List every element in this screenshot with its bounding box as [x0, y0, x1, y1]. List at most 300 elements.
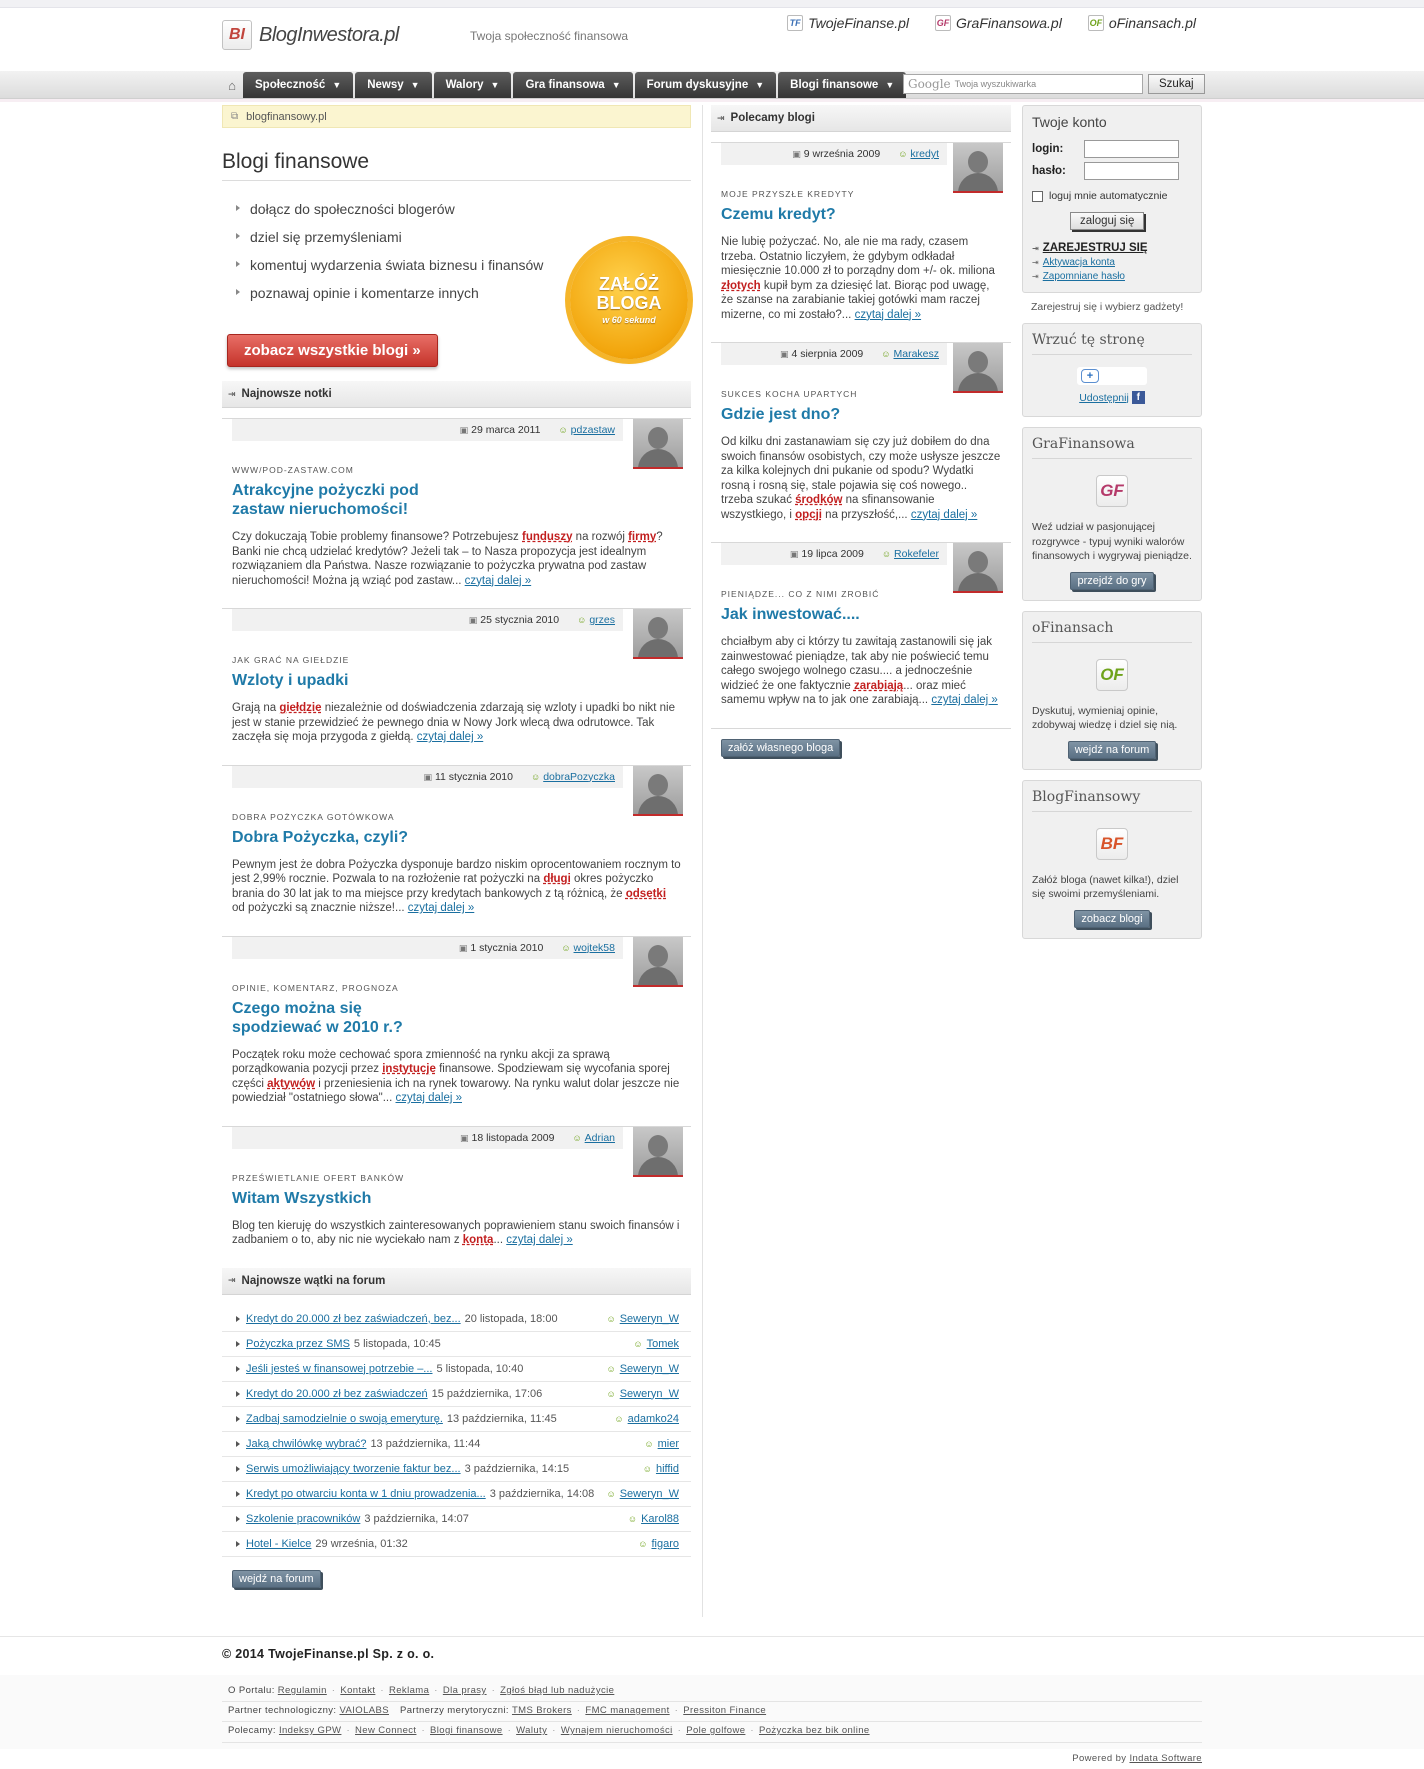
post-date-text: 11 stycznia 2010 [434, 770, 513, 783]
login-row [1032, 140, 1192, 158]
share-title: Wrzuć tę stronę [1032, 332, 1192, 355]
chevron-down-icon: ▼ [885, 80, 895, 90]
blog-post [711, 142, 1011, 342]
keyword-link[interactable]: giełdzie [279, 702, 322, 714]
read-more-link[interactable]: czytaj dalej » [854, 308, 922, 321]
footer-link[interactable]: Blogi finansowe [430, 1725, 503, 1736]
user-icon: ☺ [644, 1438, 654, 1449]
password-label: hasło: [1032, 165, 1066, 177]
post-author [558, 424, 615, 436]
footer-line [222, 1701, 1202, 1702]
keyword-link[interactable]: firmy [628, 531, 657, 543]
of-text: Dyskutuj, wymieniaj opinie, zdobywaj wiedzę i dziel się nią. [1032, 704, 1178, 731]
post-date [423, 771, 513, 783]
keyword-link[interactable]: odsetki [625, 887, 667, 900]
excerpt-text: ? Banki nie chcą udzielać kredytów? Jeżeli tak – to Nasza propozycja jest idealnym rozwiązaniem dla Państwa. Nasze rozwiązanie to pożyczka prywatna pod zastaw nieruchomości! Można ją wziąć pod zastaw... [232, 531, 663, 587]
footer-line [222, 1742, 1202, 1743]
excerpt-text: Pewnym jest że dobra Pożyczka dysponuje bardzo niskim oprocentowaniem rocznym to jest 2,99% rocznie. Pozwala to na rozłożenie rat pożyczki na [232, 858, 681, 885]
post-date-text: 29 marca 2011 [471, 424, 541, 436]
thread-author [607, 1313, 680, 1325]
author-link[interactable]: grzes [589, 614, 615, 626]
user-icon: ☺ [606, 1388, 616, 1399]
bf-panel [1022, 780, 1202, 939]
post-date [460, 1132, 554, 1144]
login-button[interactable]: zaloguj się [1070, 212, 1144, 230]
of-forum-button[interactable]: wejdź na forum [1068, 741, 1157, 759]
nav-item-label: Społeczność [255, 79, 326, 91]
post-meta [232, 419, 623, 441]
footer-link[interactable]: Pożyczka bez bik online [758, 1725, 870, 1736]
thread-link[interactable]: Hotel - Kielce [246, 1537, 312, 1550]
forum-thread [222, 1357, 691, 1382]
post-category: MOJE PRZYSZŁE KREDYTY [721, 189, 855, 199]
post-meta [232, 937, 623, 959]
post-title[interactable]: Atrakcyjne pożyczki pod zastaw nieruchomości! [232, 482, 419, 518]
excerpt-text: na sfinansowanie wszystkiego, i [721, 494, 935, 521]
post-excerpt [232, 1219, 681, 1268]
recommended-column [711, 105, 1011, 757]
nav-item-gra-finansowa[interactable] [513, 72, 632, 98]
thread-author [638, 1538, 679, 1550]
thread-date: 3 października, 14:15 [464, 1462, 570, 1475]
footer-link[interactable]: New Connect [355, 1725, 417, 1736]
post-date [459, 942, 543, 954]
see-blogs-button[interactable]: zobacz blogi [1074, 910, 1149, 928]
calendar-icon: ▣ [458, 942, 468, 953]
search-bar [903, 74, 1205, 94]
separator-dot: · [507, 1725, 512, 1736]
nav-item-newsy[interactable] [355, 72, 431, 98]
footer-link[interactable]: Wynajem nieruchomości [560, 1725, 673, 1736]
thread-date: 5 listopada, 10:45 [353, 1337, 441, 1350]
user-icon: ☺ [898, 149, 908, 159]
calendar-icon: ▣ [789, 549, 799, 559]
forum-title: Najnowsze wątki na forum [241, 1274, 386, 1287]
password-row [1032, 162, 1192, 180]
seal-line-1: ZAŁÓŻ [599, 274, 659, 294]
thread-date: 5 listopada, 10:40 [436, 1362, 524, 1375]
footer-link[interactable]: Reklama [388, 1685, 430, 1696]
separator-dot: · [491, 1685, 496, 1696]
forgot-password-link[interactable]: Zapomniane hasło [1042, 271, 1125, 282]
chevron-down-icon: ▼ [490, 80, 500, 90]
of-title: oFinansach [1032, 620, 1192, 643]
post-date-text: 19 lipca 2009 [801, 548, 864, 560]
footer-link[interactable]: Kontakt [340, 1685, 376, 1696]
footer-link[interactable]: Waluty [516, 1725, 548, 1736]
activate-link[interactable]: Aktywacja konta [1042, 257, 1115, 268]
of-panel [1022, 611, 1202, 770]
forum-thread [222, 1532, 691, 1557]
avatar[interactable] [633, 937, 683, 987]
avatar[interactable] [953, 143, 1003, 193]
excerpt-text: Blog ten kieruję do wszystkich zainteresowanych poprawieniem stanu swoich finansów i zadbaniem o to, aby nic nie wyciekało nam z [232, 1219, 680, 1246]
post-category: SUKCES KOCHA UPARTYCH [721, 389, 858, 399]
calendar-icon: ▣ [792, 149, 801, 159]
keyword-link[interactable]: zarabiają [853, 679, 904, 692]
user-icon: ☺ [638, 1538, 648, 1549]
tech-partner-link[interactable]: VAIOLABS [339, 1705, 389, 1716]
login-label: login: [1032, 143, 1064, 155]
blog-post [222, 936, 691, 1126]
post-title[interactable]: Witam Wszystkich [232, 1189, 372, 1207]
author-link[interactable]: Marakesz [893, 348, 939, 360]
author-link[interactable]: dobraPozyczka [543, 770, 615, 783]
footer [0, 1636, 1424, 1769]
post-date [792, 148, 880, 160]
logo-text: BlogInwestora.pl [259, 23, 399, 46]
post-date-text: 9 września 2009 [803, 148, 881, 160]
footer-link[interactable]: TMS Brokers [511, 1705, 572, 1716]
separator-dot: · [346, 1725, 351, 1736]
post-date [469, 614, 559, 626]
thread-date: 15 października, 17:06 [431, 1387, 543, 1400]
avatar[interactable] [953, 543, 1003, 593]
keyword-link[interactable]: środków [795, 494, 843, 506]
thread-author-link[interactable]: Karol88 [641, 1512, 679, 1525]
partner-sites [787, 15, 1196, 31]
post-author [561, 942, 615, 954]
footer-link[interactable]: Regulamin [277, 1685, 327, 1696]
all-blogs-button[interactable]: zobacz wszystkie blogi » [227, 334, 438, 367]
user-icon: ☺ [633, 1338, 643, 1349]
section-arrow-icon: ⇥ [228, 388, 236, 399]
excerpt-text: Nie lubię pożyczać. No, ale nie ma rady, czasem trzeba. Ostatnio liczyłem, że gdybym odkładał miesięcznie 10.000 zł to porządny dom +/- ok. miliona [721, 236, 995, 277]
excerpt-text: Czy dokuczają Tobie problemy finansowe? Potrzebujesz [232, 531, 522, 543]
separator-dot: · [552, 1725, 556, 1736]
separator-dot: · [750, 1725, 754, 1736]
forum-thread [222, 1332, 691, 1357]
top-strip [0, 0, 1424, 8]
column-divider [702, 105, 703, 1617]
avatar[interactable] [633, 419, 683, 469]
portal-label: O Portalu: [228, 1685, 275, 1696]
powered-link[interactable]: Indata Software [1129, 1753, 1202, 1764]
gra-title: GraFinansowa [1032, 436, 1192, 459]
nav-item-label: Newsy [367, 79, 404, 91]
post-date [460, 424, 541, 436]
partner-site-link[interactable] [787, 15, 909, 31]
account-panel [1022, 105, 1202, 293]
thread-author [643, 1463, 679, 1475]
go-to-game-button[interactable]: przejdź do gry [1070, 572, 1153, 590]
keyword-link[interactable]: funduszy [522, 531, 573, 543]
calendar-icon: ▣ [460, 1132, 469, 1143]
intro [222, 150, 691, 367]
seal-line-2: BLOGA [596, 293, 662, 313]
gadgets-note: Zarejestruj się i wybierz gadżety! [1031, 301, 1184, 313]
home-icon[interactable]: ⌂ [228, 77, 236, 93]
partner-site-link[interactable] [1088, 15, 1196, 31]
post-date-text: 25 stycznia 2010 [480, 614, 560, 626]
site-name: GraFinansowa.pl [956, 15, 1062, 31]
excerpt-text: ... oraz mieć samemu wpływ na to jak one zarabiają... [721, 679, 966, 706]
forgot-row [1032, 271, 1192, 282]
thread-author-link[interactable]: mier [657, 1437, 679, 1450]
chevron-down-icon: ▼ [755, 80, 765, 90]
thread-author-link[interactable]: Seweryn_W [619, 1362, 679, 1375]
breadcrumb [222, 105, 691, 128]
search-button[interactable]: Szukaj [1148, 74, 1205, 94]
nav-item-blogi-finansowe[interactable] [778, 72, 906, 98]
avatar[interactable] [633, 766, 683, 816]
keyword-link[interactable]: konta [462, 1234, 494, 1246]
user-icon: ☺ [606, 1313, 616, 1324]
calendar-icon: ▣ [468, 615, 478, 625]
sidebar [1022, 105, 1202, 949]
post-date [780, 348, 863, 360]
user-icon: ☺ [627, 1513, 638, 1524]
feature-text: dołącz do społeczności blogerów [250, 201, 455, 217]
arrow-icon: ⇥ [1032, 272, 1039, 281]
share-panel [1022, 323, 1202, 417]
remember-label: loguj mnie automatycznie [1049, 190, 1168, 202]
user-icon: ☺ [881, 549, 892, 559]
footer-link[interactable]: FMC management [585, 1705, 670, 1716]
thread-author [633, 1338, 679, 1350]
keyword-link[interactable]: instytucje [382, 1063, 436, 1075]
excerpt-text: kupił bym za dziesięć lat. Biorąc pod uwagę, że szanse na zarabianie takiej gotówki mam raczej mizerne, co mi zostało?... [721, 279, 990, 321]
login-input[interactable] [1084, 140, 1179, 158]
thread-author [644, 1438, 679, 1450]
post-title[interactable]: Wzloty i upadki [232, 672, 349, 689]
footer-link[interactable]: Zgłoś błąd lub nadużycie [500, 1685, 615, 1696]
post-title[interactable]: Gdzie jest dno? [721, 406, 841, 423]
footer-recommend-row [228, 1725, 870, 1736]
read-more-link[interactable]: czytaj dalej » [395, 1092, 462, 1104]
nav-item-forum-dyskusyjne[interactable] [635, 72, 777, 98]
post-date-text: 1 stycznia 2010 [470, 941, 544, 954]
plus-icon: + [1081, 369, 1099, 383]
keyword-link[interactable]: długi [543, 873, 571, 885]
user-icon: ☺ [577, 615, 587, 625]
enter-forum-button[interactable]: wejdź na forum [232, 1570, 321, 1588]
blog-post [711, 342, 1011, 542]
site-logo[interactable] [222, 20, 399, 50]
thread-author [628, 1513, 679, 1525]
blog-post [222, 608, 691, 765]
chevron-down-icon: ▼ [611, 80, 621, 90]
post-author [572, 1132, 615, 1144]
link-icon: ⧉ [231, 111, 239, 122]
post-category: PRZEŚWIETLANIE OFERT BANKÓW [232, 1172, 405, 1183]
footer-link[interactable]: Dla prasy [442, 1685, 487, 1696]
main-nav [221, 72, 908, 98]
chevron-down-icon: ▼ [332, 80, 342, 90]
read-more-link[interactable]: czytaj dalej » [931, 694, 998, 706]
remember-checkbox[interactable] [1032, 191, 1043, 202]
avatar[interactable] [633, 609, 683, 659]
share-link[interactable]: Udostępnij [1079, 391, 1129, 404]
author-link[interactable]: kredyt [910, 148, 939, 160]
post-date-text: 18 listopada 2009 [471, 1131, 555, 1144]
author-link[interactable]: pdzastaw [570, 424, 615, 436]
read-more-link[interactable]: czytaj dalej » [416, 731, 484, 743]
separator-dot: · [421, 1725, 426, 1736]
latest-notes-heading [222, 381, 691, 408]
post-title[interactable]: Dobra Pożyczka, czyli? [232, 828, 409, 846]
forum-list [222, 1307, 691, 1557]
separator-dot: · [674, 1705, 679, 1716]
read-more-link[interactable]: czytaj dalej » [506, 1234, 573, 1246]
separator-dot: · [331, 1685, 336, 1696]
thread-link[interactable]: Zadbaj samodzielnie o swoją emeryturę. [246, 1412, 443, 1425]
post-title[interactable]: Czego można się spodziewać w 2010 r.? [232, 999, 403, 1036]
keyword-link[interactable]: aktywów [267, 1077, 316, 1090]
user-icon: ☺ [531, 771, 541, 782]
recommended-heading [711, 105, 1011, 132]
post-meta [721, 143, 947, 165]
post-meta [232, 766, 623, 788]
section-arrow-icon: ⇥ [717, 112, 725, 123]
keyword-link[interactable]: opcji [795, 508, 822, 521]
thread-date: 13 października, 11:44 [370, 1437, 481, 1450]
thread-author [607, 1388, 680, 1400]
author-link[interactable]: Adrian [584, 1131, 615, 1144]
post-author [881, 348, 939, 360]
thread-author-link[interactable]: Tomek [646, 1337, 679, 1350]
thread-date: 13 października, 11:45 [446, 1412, 557, 1425]
post-excerpt [721, 435, 1001, 542]
author-link[interactable]: wojtek58 [573, 941, 615, 954]
forum-thread [222, 1482, 691, 1507]
nav-item-label: Blogi finansowe [790, 79, 879, 91]
read-more-link[interactable]: czytaj dalej » [464, 574, 532, 587]
blog-post [711, 542, 1011, 728]
bf-logo-icon: BF [1096, 828, 1128, 860]
recommended-list [711, 142, 1011, 728]
section-arrow-icon: ⇥ [228, 1275, 236, 1285]
latest-notes-title: Najnowsze notki [241, 388, 332, 400]
post-category: DOBRA POŻYCZKA GOTÓWKOWA [232, 811, 395, 822]
powered-by [1072, 1753, 1202, 1764]
thread-link[interactable]: Jaką chwilówkę wybrać? [246, 1437, 367, 1450]
site-name: TwojeFinanse.pl [808, 15, 909, 31]
thread-author-link[interactable]: Seweryn_W [619, 1312, 679, 1325]
site-mark-icon: OF [1088, 15, 1104, 31]
google-brand: Google [908, 77, 951, 91]
nav-item-walory[interactable] [434, 72, 512, 98]
feature-text: dziel się przemyśleniami [250, 229, 402, 245]
left-column [222, 105, 691, 1588]
blog-post [222, 418, 691, 608]
forum-thread [222, 1307, 691, 1332]
post-date-text: 4 sierpnia 2009 [791, 348, 864, 360]
merit-label: Partnerzy merytoryczni: [399, 1705, 509, 1716]
footer-link[interactable]: Indeksy GPW [278, 1725, 342, 1736]
password-input[interactable] [1084, 162, 1179, 180]
feature-item [222, 195, 691, 223]
thread-author-link[interactable]: Seweryn_W [619, 1487, 679, 1500]
post-excerpt [721, 635, 1001, 728]
feature-text: komentuj wydarzenia świata biznesu i finansów [250, 257, 544, 273]
read-more-link[interactable]: czytaj dalej » [407, 902, 475, 914]
calendar-icon: ▣ [779, 349, 789, 359]
excerpt-text: finansowe. Spodziewam się wycofania sporej części [232, 1063, 670, 1090]
breadcrumb-text[interactable]: blogfinansowy.pl [246, 110, 327, 123]
thread-link[interactable]: Serwis umożliwiający tworzenie faktur bez... [246, 1462, 461, 1475]
excerpt-text: chciałbym aby ci którzy tu zawitają zastanowili się jak zainwestować pieniądze, tak aby nie poświecić temu całego swojego wolnego czasu.... a jednocześnie widzieć że one faktycznie [721, 636, 992, 692]
forum-thread [222, 1407, 691, 1432]
nav-item-label: Walory [445, 79, 484, 91]
thread-link[interactable]: Szkolenie pracowników [246, 1512, 361, 1525]
feature-text: poznawaj opinie i komentarze innych [250, 285, 479, 301]
create-blog-seal[interactable] [570, 241, 688, 359]
excerpt-text: na rozwój [572, 531, 629, 543]
post-meta [232, 1127, 623, 1149]
excerpt-text: Od kilku dni zastanawiam się czy już dobiłem do dna swoich finansów osobistych, czy może usłysze jeszcze za kilka kolejnych dni pukanie od spodu? Wydatki rosną i rosną się, stale pojawia się coś nowego.. trzeba szukać [721, 436, 1001, 506]
excerpt-text: Grają na [232, 702, 280, 714]
calendar-icon: ▣ [423, 771, 432, 782]
recommend-label: Polecamy: [228, 1725, 276, 1736]
excerpt-text: okres pożyczko brania do 30 lat jak to ma miejsce przy kredytach bankowych z tą różnicą, że [232, 873, 654, 900]
search-input[interactable] [903, 74, 1143, 94]
post-title[interactable]: Czemu kredyt? [721, 206, 836, 223]
thread-author-link[interactable]: adamko24 [627, 1412, 679, 1425]
footer-links-area [0, 1675, 1424, 1749]
create-blog-button[interactable]: załóż własnego bloga [721, 739, 840, 757]
thread-link[interactable]: Jeśli jesteś w finansowej potrzebie –... [246, 1362, 433, 1375]
post-author [882, 548, 939, 560]
activate-row [1032, 257, 1192, 268]
post-excerpt [232, 858, 681, 936]
gra-panel [1022, 427, 1202, 601]
post-title[interactable]: Jak inwestować.... [721, 606, 860, 623]
read-more-link[interactable]: czytaj dalej » [910, 508, 978, 521]
post-category: OPINIE, KOMENTARZ, PROGNOZA [232, 982, 399, 993]
gra-button-wrap [1032, 572, 1192, 590]
thread-author-link[interactable]: Seweryn_W [619, 1387, 679, 1400]
excerpt-text: ... [493, 1234, 504, 1246]
thread-link[interactable]: Kredyt do 20.000 zł bez zaświadczeń [246, 1387, 428, 1400]
thread-link[interactable]: Kredyt do 20.000 zł bez zaświadczeń, bez... [246, 1312, 461, 1325]
account-title: Twoje konto [1032, 114, 1107, 130]
footer-link[interactable]: Pole golfowe [686, 1725, 746, 1736]
register-link[interactable]: ZAREJESTRUJ SIĘ [1042, 242, 1148, 254]
keyword-link[interactable]: złotych [721, 279, 761, 292]
separator-dot: · [576, 1705, 581, 1716]
seal-line-3: w 60 sekund [602, 315, 656, 325]
author-link[interactable]: Rokefeler [894, 548, 939, 560]
footer-partners-row [228, 1705, 766, 1716]
post-excerpt [232, 530, 681, 608]
thread-author-link[interactable]: hiffid [655, 1462, 679, 1475]
footer-link[interactable]: Pressiton Finance [683, 1705, 767, 1716]
arrow-icon: ⇥ [1032, 243, 1039, 253]
site-mark-icon: TF [787, 15, 803, 31]
nav-item-label: Forum dyskusyjne [646, 79, 749, 91]
share-plus-widget[interactable] [1077, 367, 1147, 385]
partner-site-link[interactable] [935, 15, 1062, 31]
arrow-icon: ⇥ [1032, 258, 1039, 267]
thread-link[interactable]: Kredyt po otwarciu konta w 1 dniu prowadzenia... [246, 1487, 486, 1500]
separator-dot: · [380, 1685, 384, 1696]
avatar[interactable] [633, 1127, 683, 1177]
user-icon: ☺ [558, 425, 568, 435]
avatar[interactable] [953, 343, 1003, 393]
bf-button-wrap [1032, 910, 1192, 928]
register-row [1032, 242, 1192, 254]
thread-author-link[interactable]: figaro [651, 1537, 679, 1550]
gf-logo-icon: GF [1096, 475, 1128, 507]
tagline: Twoja społeczność finansowa [470, 29, 629, 43]
facebook-icon[interactable]: f [1132, 391, 1145, 404]
share-row [1032, 391, 1192, 404]
thread-link[interactable]: Pożyczka przez SMS [246, 1337, 350, 1350]
nav-item-społeczność[interactable] [243, 72, 353, 98]
user-icon: ☺ [642, 1463, 652, 1474]
user-icon: ☺ [572, 1132, 582, 1143]
